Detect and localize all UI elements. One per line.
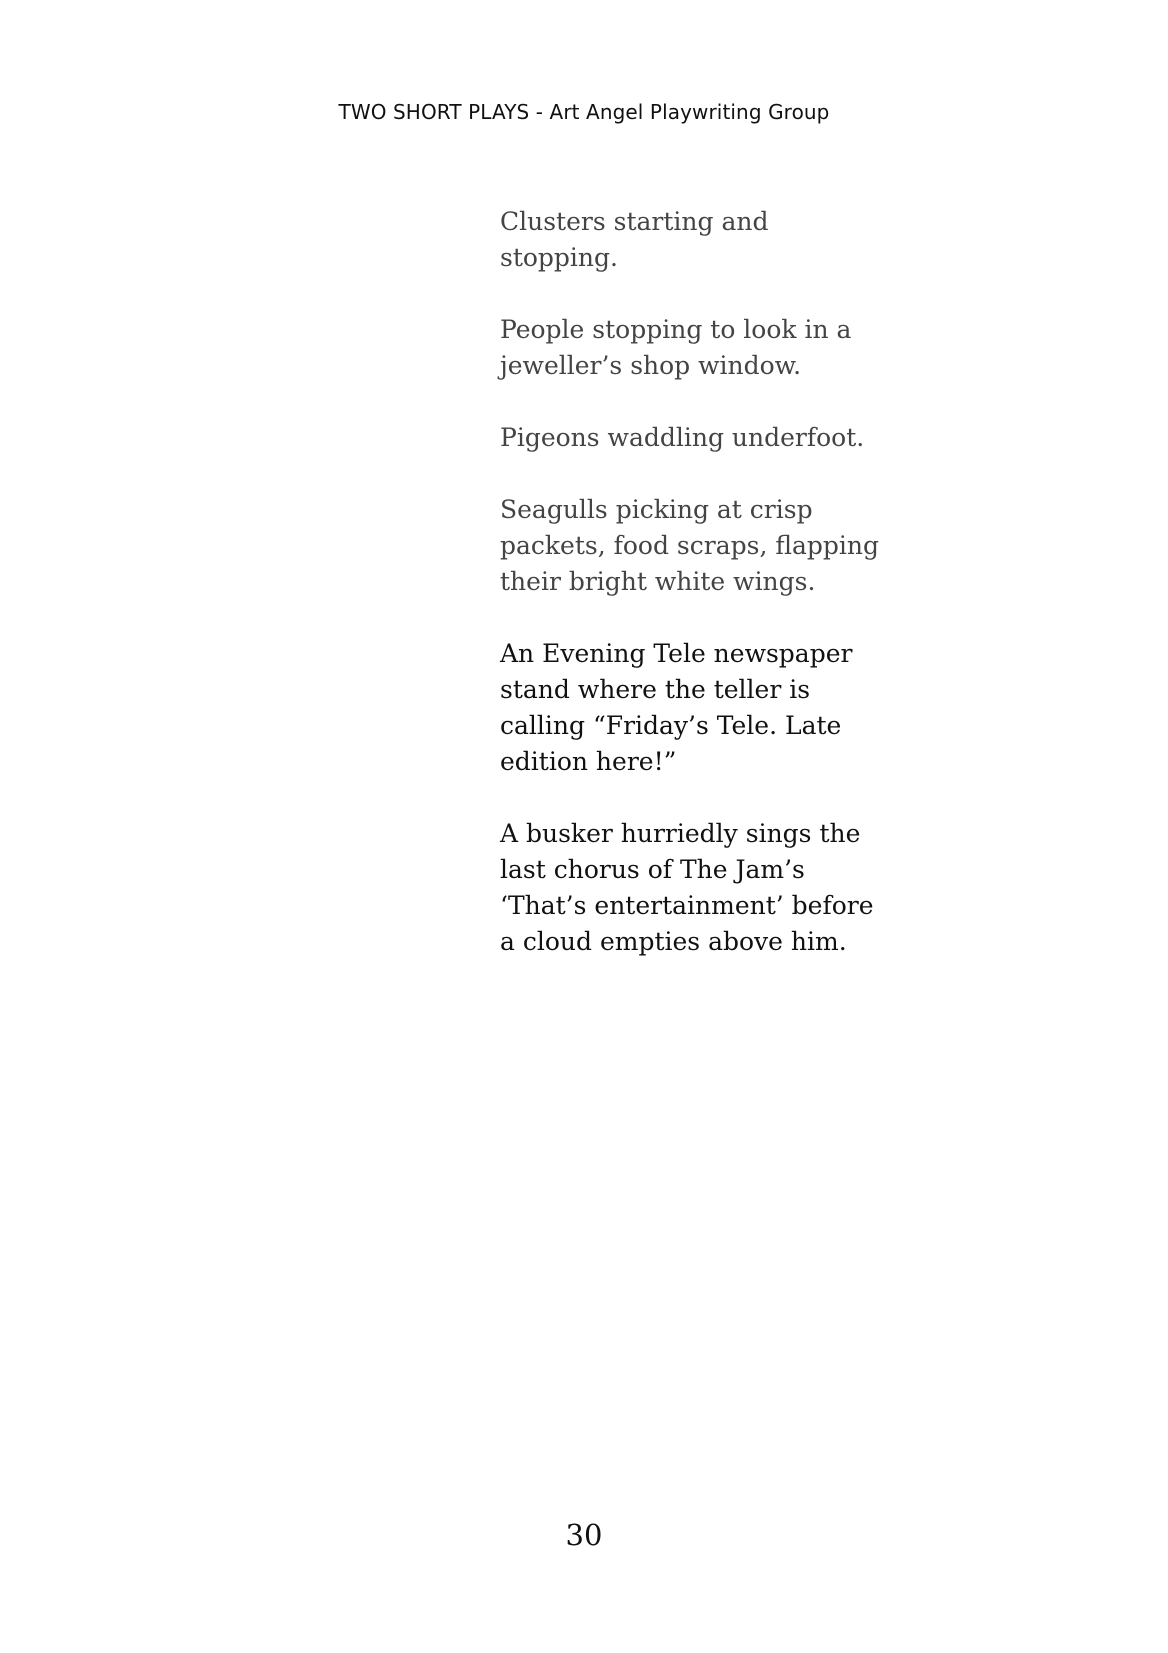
paragraph-seagulls: Seagulls picking at crisp packets, food scraps, flapping their bright white wings. [500,495,880,596]
paragraph-pigeons: Pigeons waddling underfoot. [500,423,865,452]
page-number: 30 [565,1518,603,1552]
paragraph-clusters: Clusters starting and stopping. [500,207,769,272]
paragraph-jeweller: People stopping to look in a jeweller’s shop window. [500,315,852,380]
paragraph-busker: A busker hurriedly sings the last chorus of The Jam’s ‘That’s entertainment’ before a cloud empties above him. [500,819,874,956]
stage-directions [500,204,900,996]
paragraph-newspaper-stand: An Evening Tele newspaper stand where the teller is calling “Friday’s Tele. Late edition here!” [500,639,853,776]
running-header: TWO SHORT PLAYS - Art Angel Playwriting Group [338,100,830,124]
